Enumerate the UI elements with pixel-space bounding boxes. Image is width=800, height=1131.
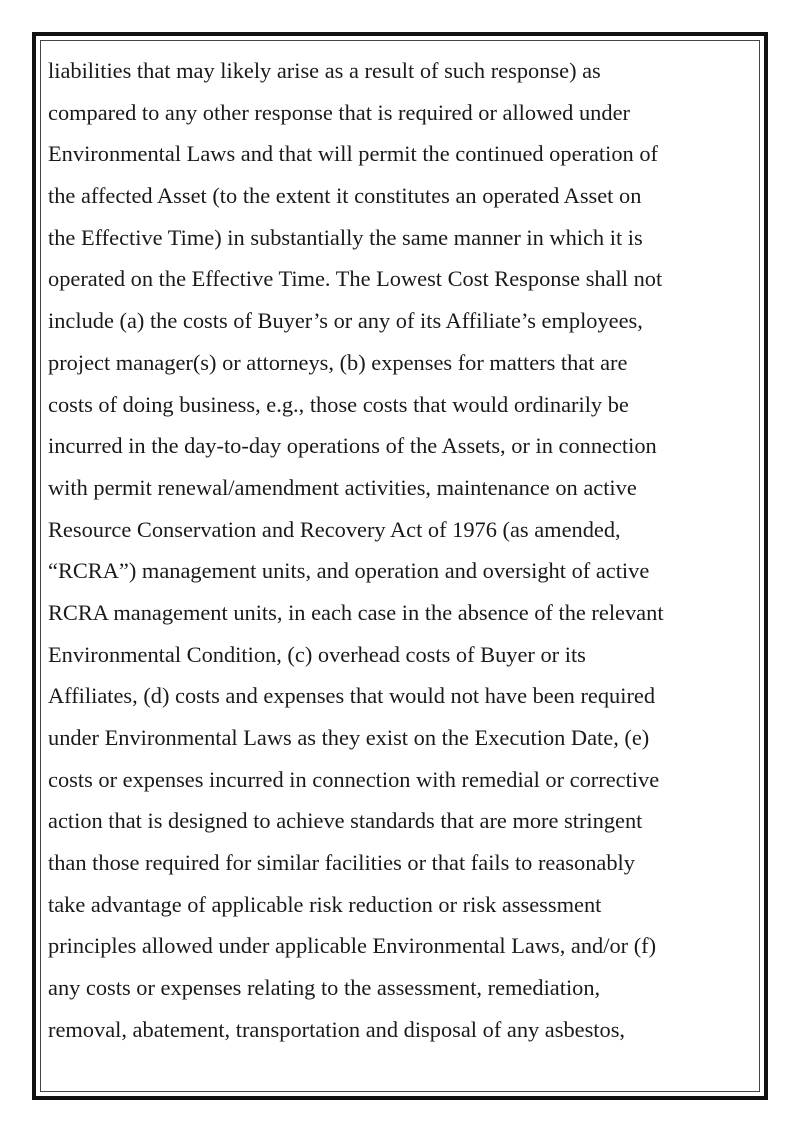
text-line: liabilities that may likely arise as a result of such response) as [48, 58, 601, 83]
text-line: with permit renewal/amendment activities, maintenance on active [48, 474, 637, 500]
text-line: take advantage of applicable risk reduction or risk assessment [48, 891, 602, 917]
text-line: the Effective Time) in substantially the same manner in which it is [48, 224, 643, 250]
text-line: removal, abatement, transportation and disposal of any asbestos, [48, 1016, 626, 1042]
text-line: RCRA management units, in each case in the absence of the relevant [48, 599, 664, 625]
text-line: project manager(s) or attorneys, (b) expenses for matters that are [48, 349, 628, 375]
document-text-body [48, 50, 738, 1051]
text-line: Resource Conservation and Recovery Act of 1976 (as amended, [48, 516, 621, 542]
text-line: action that is designed to achieve standards that are more stringent [48, 808, 643, 834]
text-line: principles allowed under applicable Environmental Laws, and/or (f) [48, 933, 657, 959]
text-line: costs or expenses incurred in connection with remedial or corrective [48, 766, 660, 792]
text-line: “RCRA”) management units, and operation and oversight of active [48, 558, 650, 584]
text-line: Affiliates, (d) costs and expenses that would not have been required [48, 683, 656, 709]
text-line: compared to any other response that is required or allowed under [48, 99, 630, 125]
text-line: incurred in the day-to-day operations of the Assets, or in connection [48, 433, 657, 459]
text-line: than those required for similar facilities or that fails to reasonably [48, 850, 635, 876]
text-line: under Environmental Laws as they exist on the Execution Date, (e) [48, 725, 650, 750]
text-line: Environmental Laws and that will permit the continued operation of [48, 141, 658, 167]
text-line: the affected Asset (to the extent it constitutes an operated Asset on [48, 183, 642, 209]
text-line: include (a) the costs of Buyer’s or any of its Affiliate’s employees, [48, 308, 643, 334]
text-line: Environmental Condition, (c) overhead costs of Buyer or its [48, 641, 586, 667]
text-line: costs of doing business, e.g., those costs that would ordinarily be [48, 391, 629, 417]
text-line: operated on the Effective Time. The Lowest Cost Response shall not [48, 266, 663, 292]
text-line: any costs or expenses relating to the assessment, remediation, [48, 975, 601, 1001]
